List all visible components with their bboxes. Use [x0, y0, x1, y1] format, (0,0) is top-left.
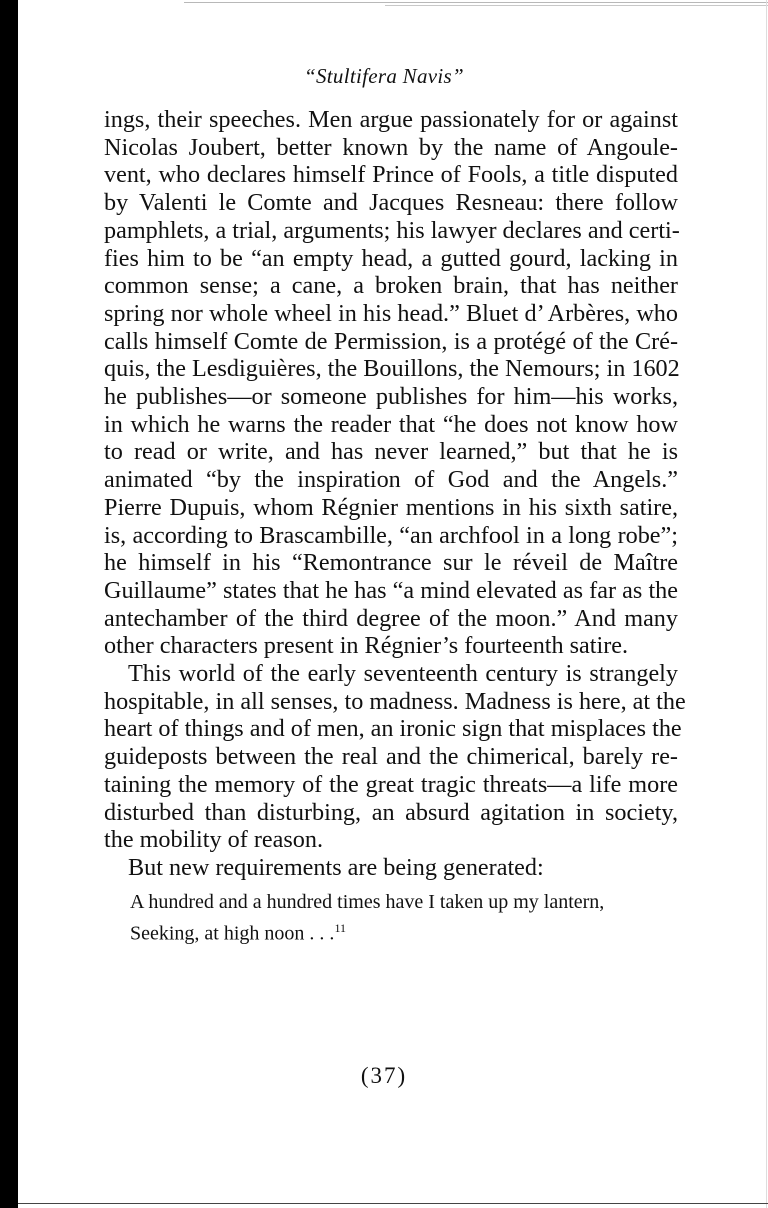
text-line: he publishes—or someone publishes for him—his works, [104, 383, 678, 411]
text-line: common sense; a cane, a broken brain, that has neither [104, 272, 678, 300]
text-line: Pierre Dupuis, whom Régnier mentions in his sixth satire, [104, 493, 678, 521]
text-line: the mobility of reason. [104, 826, 323, 854]
quote-line-text: Seeking, at high noon . . . [130, 922, 335, 945]
paragraph-2 [104, 660, 686, 854]
text-line: But new requirements are being generated: [128, 853, 544, 881]
text-line: quis, the Lesdiguières, the Bouillons, the Nemours; in 1602 [104, 355, 680, 383]
text-line: fies him to be “an empty head, a gutted gourd, lacking in [104, 244, 678, 272]
body-text [104, 106, 686, 882]
text-line: calls himself Comte de Permission, is a protégé of the Cré- [104, 327, 678, 355]
text-line: antechamber of the third degree of the moon.” And many [104, 604, 678, 632]
block-quote [130, 889, 678, 947]
text-line: other characters present in Régnier’s fourteenth satire. [104, 632, 629, 660]
scan-top-rule-2 [385, 5, 768, 6]
text-line: pamphlets, a trial, arguments; his lawyer declares and certi- [104, 216, 680, 244]
text-line: heart of things and of men, an ironic sign that misplaces the [104, 715, 682, 743]
scan-bottom-rule [18, 1203, 768, 1204]
scan-right-rule [766, 0, 767, 1208]
paragraph-3 [104, 854, 678, 882]
text-line: in which he warns the reader that “he does not know how [104, 410, 678, 438]
text-line: vent, who declares himself Prince of Fools, a title disputed [104, 161, 678, 189]
text-line: hospitable, in all senses, to madness. Madness is here, at the [104, 687, 686, 715]
running-head: “Stultifera Navis” [303, 64, 464, 88]
text-line: animated “by the inspiration of God and the Angels.” [104, 466, 678, 494]
text-line: Guillaume” states that he has “a mind elevated as far as the [104, 576, 678, 604]
text-line: to read or write, and has never learned,” but that he is [104, 438, 678, 466]
scan-edge-bar [0, 0, 18, 1208]
paragraph-1 [104, 106, 678, 660]
text-line: disturbed than disturbing, an absurd agitation in society, [104, 798, 678, 826]
page-number: (37) [360, 1063, 408, 1088]
text-line: spring nor whole wheel in his head.” Bluet d’ Arbères, who [104, 299, 678, 327]
text-line: ings, their speeches. Men argue passionately for or against [104, 106, 678, 133]
quote-line [130, 915, 678, 947]
scan-top-rule [184, 2, 768, 3]
footnote-reference[interactable]: 11 [334, 921, 346, 935]
text-line: he himself in his “Remontrance sur le réveil de Maître [104, 549, 678, 577]
quote-line: A hundred and a hundred times have I taken up my lantern, [130, 891, 605, 913]
text-line: taining the memory of the great tragic threats—a life more [104, 770, 678, 798]
text-line: Nicolas Joubert, better known by the name of Angoule- [104, 133, 678, 161]
text-line: guideposts between the real and the chimerical, barely re- [104, 743, 678, 771]
text-line: is, according to Brascambille, “an archfool in a long robe”; [104, 521, 678, 549]
text-line: by Valenti le Comte and Jacques Resneau: there follow [104, 189, 678, 217]
text-line: This world of the early seventeenth century is strangely [128, 660, 678, 688]
